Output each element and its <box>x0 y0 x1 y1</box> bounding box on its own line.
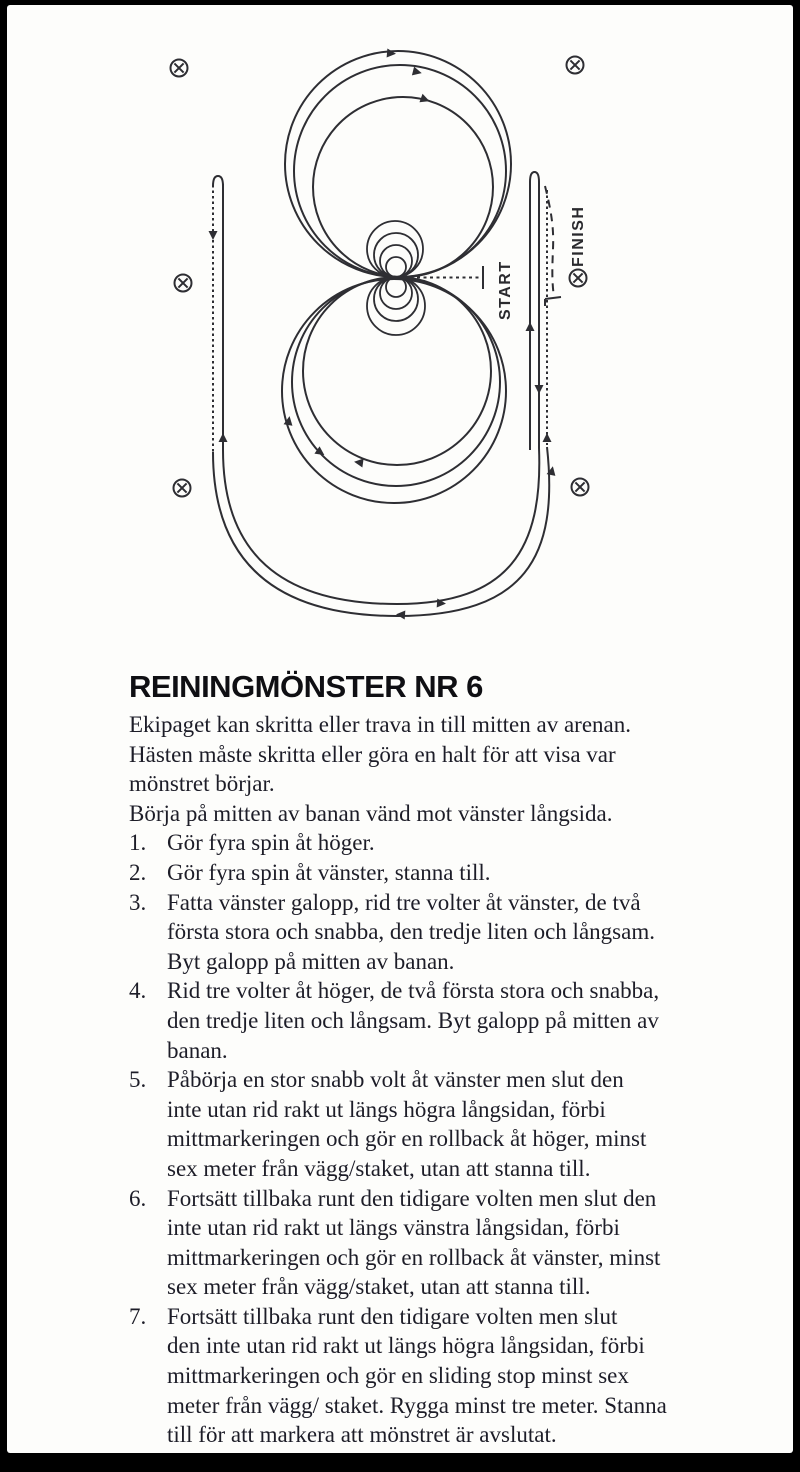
step-number: 2. <box>129 859 147 885</box>
step-line: mittmarkeringen och gör en sliding stop minst sex <box>167 1363 629 1389</box>
right-track <box>530 172 547 450</box>
left-track <box>213 176 223 452</box>
arena-marker-icon <box>174 480 191 497</box>
step-line: banan. <box>167 1037 228 1063</box>
start-label: START <box>497 260 514 320</box>
step-line: Gör fyra spin åt vänster, stanna till. <box>167 859 491 885</box>
step-line: inte utan rid rakt ut längs högra långsidan, förbi <box>167 1096 606 1122</box>
reining-pattern-diagram <box>7 5 800 665</box>
step-line: meter från vägg/ staket. Rygga minst tre meter. Stanna <box>167 1392 667 1418</box>
step-text <box>167 888 735 977</box>
bottom-sweeps <box>213 447 549 616</box>
intro-line: Hästen måste skritta eller göra en halt för att visa var <box>129 741 616 767</box>
step-number: 1. <box>129 830 147 856</box>
step-line: den tredje liten och långsam. Byt galopp på mitten av <box>167 1007 659 1033</box>
step-text <box>167 828 735 858</box>
step-line: Fortsätt tillbaka runt den tidigare volten men slut den <box>167 1185 657 1211</box>
step-text <box>167 1065 735 1183</box>
step-text <box>167 1184 735 1302</box>
step-line: sex meter från vägg/staket, utan att stanna till. <box>167 1155 591 1181</box>
step-number: 5. <box>129 1067 147 1093</box>
step-text <box>167 1302 735 1450</box>
arena-marker-icon <box>175 275 192 292</box>
arena-marker-icons <box>171 57 589 497</box>
arena-marker-icon <box>567 57 584 74</box>
finish-label: FINISH <box>570 205 587 267</box>
direction-arrows <box>209 49 558 620</box>
arena-marker-icon <box>572 479 589 496</box>
step-line: inte utan rid rakt ut längs vänstra långsidan, förbi <box>167 1215 620 1241</box>
step-line: första stora och snabba, den tredje liten och långsam. <box>167 919 655 945</box>
step-item <box>129 858 735 888</box>
step-item <box>129 1302 735 1450</box>
step-item <box>129 976 735 1065</box>
intro-line: mönstret börjar. <box>129 771 275 797</box>
instructions-block <box>129 670 735 1450</box>
intro-paragraph <box>129 710 735 828</box>
finish-marker <box>545 186 587 306</box>
intro-line: Ekipaget kan skritta eller trava in till mitten av arenan. <box>129 712 631 737</box>
step-line: Gör fyra spin åt höger. <box>167 830 375 856</box>
step-line: den inte utan rid rakt ut längs högra långsidan, förbi <box>167 1333 645 1359</box>
step-line: sex meter från vägg/staket, utan att stanna till. <box>167 1274 591 1300</box>
top-circles <box>285 51 511 277</box>
step-line: Fortsätt tillbaka runt den tidigare volten men slut <box>167 1303 618 1329</box>
step-item <box>129 888 735 977</box>
step-item <box>129 1184 735 1302</box>
step-number: 6. <box>129 1185 147 1211</box>
arena-marker-icon <box>171 60 188 77</box>
step-item <box>129 828 735 858</box>
steps-list <box>129 828 735 1449</box>
arena-marker-icon <box>570 270 587 287</box>
bottom-circles <box>282 277 506 503</box>
step-line: mittmarkeringen och gör en rollback åt höger, minst <box>167 1126 647 1152</box>
step-text <box>167 858 735 888</box>
step-number: 4. <box>129 978 147 1004</box>
intro-line: Börja på mitten av banan vänd mot vänster långsida. <box>129 800 613 826</box>
step-line: mittmarkeringen och gör en rollback åt vänster, minst <box>167 1244 661 1270</box>
page-title: REININGMÖNSTER NR 6 <box>129 669 483 704</box>
step-item <box>129 1065 735 1183</box>
step-number: 7. <box>129 1303 147 1329</box>
step-line: Påbörja en stor snabb volt åt vänster men slut den <box>167 1067 624 1093</box>
step-line: Byt galopp på mitten av banan. <box>167 948 455 974</box>
step-line: till för att markera att mönstret är avslutat. <box>167 1422 557 1448</box>
paper-page <box>7 5 793 1453</box>
pattern-svg <box>7 5 800 665</box>
step-line: Fatta vänster galopp, rid tre volter åt vänster, de två <box>167 889 641 915</box>
step-line: Rid tre volter åt höger, de två första stora och snabba, <box>167 978 660 1004</box>
step-text <box>167 976 735 1065</box>
step-number: 3. <box>129 889 147 915</box>
